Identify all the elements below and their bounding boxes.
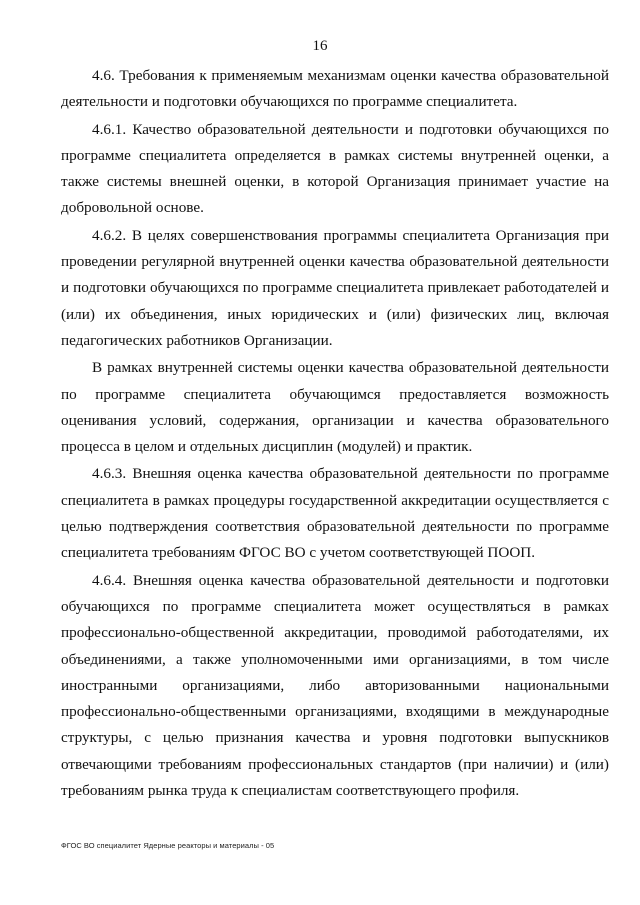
paragraph-4-6: 4.6. Требования к применяемым механизмам оценки качества образовательной деятельности и подготовки обучающихся по программе специалитета. (61, 67, 609, 111)
page-number: 16 (312, 38, 328, 54)
paragraph-internal-assessment: В рамках внутренней системы оценки качества образовательной деятельности по программе специалитета обучающимся предоставляется возможность оценивания условий, содержания, организации и качества образовательного процесса в целом и отдельных дисциплин (модулей) и практик. (61, 359, 609, 456)
paragraph-4-6-4: 4.6.4. Внешняя оценка качества образовательной деятельности и подготовки обучающихся по программе специалитета может осуществляться в рамках профессионально-общественной аккредитации, проводимой работодателями, их объединениями, а также уполномоченными ими организациями, в том числе иностранными организациями, либо авторизованными национальными профессионально-общественными организациями, входящими в международные структуры, с целью признания качества и уровня подготовки выпускников отвечающими требованиям профессиональных стандартов (при наличии) и (или) требованиям рынка труда к специалистам соответствующего профиля. (61, 571, 609, 800)
paragraph-4-6-1: 4.6.1. Качество образовательной деятельности и подготовки обучающихся по программе специалитета определяется в рамках системы внутренней оценки, а также системы внешней оценки, в которой Организация принимает участие на добровольной основе. (61, 120, 609, 217)
paragraph-4-6-2: 4.6.2. В целях совершенствования программы специалитета Организация при проведении регулярной внутренней оценки качества образовательной деятельности и подготовки обучающихся по программе специалитета привлекает работодателей и (или) их объединения, иных юридических и (или) физических лиц, включая педагогических работников Организации. (61, 226, 609, 349)
paragraph-4-6-3: 4.6.3. Внешняя оценка качества образовательной деятельности по программе специалитета в рамках процедуры государственной аккредитации осуществляется с целью подтверждения соответствия образовательной деятельности по программе специалитета требованиям ФГОС ВО с учетом соответствующей ПООП. (61, 465, 609, 562)
document-footer: ФГОС ВО специалитет Ядерные реакторы и материалы - 05 (61, 841, 275, 850)
document-body (61, 63, 609, 805)
